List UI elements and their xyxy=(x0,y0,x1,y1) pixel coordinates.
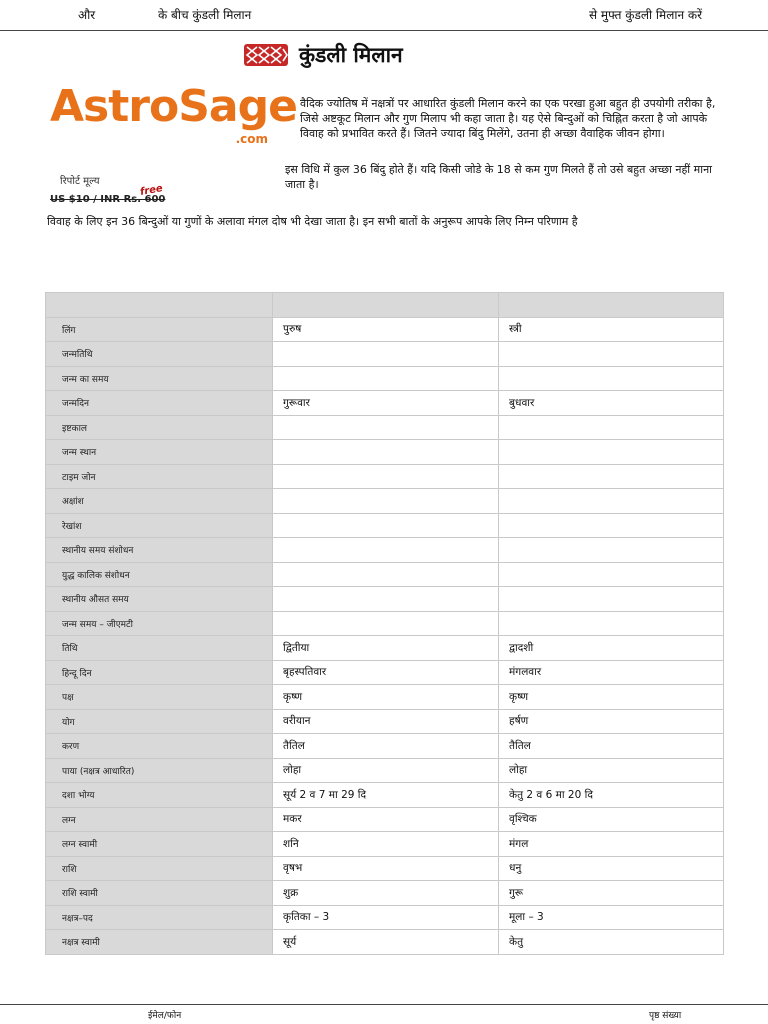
table-row xyxy=(46,758,724,783)
table-header-cell xyxy=(46,293,273,318)
female-value: केतु xyxy=(499,930,724,955)
table-row xyxy=(46,562,724,587)
row-label: पाया (नक्षत्र आधारित) xyxy=(46,758,273,783)
male-value xyxy=(273,489,499,514)
female-value: मंगल xyxy=(499,832,724,857)
female-value: लोहा xyxy=(499,758,724,783)
female-value xyxy=(499,562,724,587)
female-value xyxy=(499,415,724,440)
table-row xyxy=(46,391,724,416)
male-value: कृतिका – 3 xyxy=(273,905,499,930)
row-label: रेखांश xyxy=(46,513,273,538)
page-title: कुंडली मिलान xyxy=(299,43,403,67)
table-row xyxy=(46,317,724,342)
row-label: स्थानीय औसत समय xyxy=(46,587,273,612)
female-value: हर्षण xyxy=(499,709,724,734)
row-label: योग xyxy=(46,709,273,734)
row-label: पक्ष xyxy=(46,685,273,710)
header-text-free-matching: से मुफ्त कुंडली मिलान करें xyxy=(589,8,703,22)
table-row xyxy=(46,783,724,808)
female-value xyxy=(499,440,724,465)
header-text-between: के बीच कुंडली मिलान xyxy=(158,8,252,22)
table-row xyxy=(46,832,724,857)
female-value: मूला – 3 xyxy=(499,905,724,930)
row-label: स्थानीय समय संशोधन xyxy=(46,538,273,563)
female-value: कृष्ण xyxy=(499,685,724,710)
intro-paragraph-1: वैदिक ज्योतिष में नक्षत्रों पर आधारित कुंडली मिलान करने का एक परखा हुआ बहुत ही उपयोगी तरीका है, जिसे अष्टकूट मिलान और गुण मिलाप भी कहा जाता है। यह ऐसे बिन्दुओं को चिह्नित करता है जो आपके विवाह को प्रभावित करते हैं। जितने ज्यादा बिंदु मिलेंगे, उतना ही अच्छा वैवाहिक जीवन होगा। xyxy=(300,97,716,140)
table-row xyxy=(46,538,724,563)
male-value: कृष्ण xyxy=(273,685,499,710)
female-value xyxy=(499,538,724,563)
female-value: केतु 2 व 6 मा 20 दि xyxy=(499,783,724,808)
female-value: मंगलवार xyxy=(499,660,724,685)
male-value xyxy=(273,538,499,563)
female-value: गुरू xyxy=(499,881,724,906)
male-value: लोहा xyxy=(273,758,499,783)
female-value xyxy=(499,513,724,538)
row-label: जन्म समय – जीएमटी xyxy=(46,611,273,636)
male-value xyxy=(273,342,499,367)
male-value xyxy=(273,464,499,489)
table-row xyxy=(46,611,724,636)
table-row xyxy=(46,881,724,906)
female-value: धनु xyxy=(499,856,724,881)
footer-divider xyxy=(0,1004,768,1005)
row-label: नक्षत्र स्वामी xyxy=(46,930,273,955)
row-label: राशि xyxy=(46,856,273,881)
male-value: गुरूवार xyxy=(273,391,499,416)
row-label: जन्म का समय xyxy=(46,366,273,391)
male-value xyxy=(273,611,499,636)
male-value xyxy=(273,587,499,612)
intro-paragraph-3: विवाह के लिए इन 36 बिन्दुओं या गुणों के अलावा मंगल दोष भी देखा जाता है। इन सभी बातों के अनुरूप आपके लिए निम्न परिणाम है xyxy=(47,215,578,228)
row-label: जन्मदिन xyxy=(46,391,273,416)
row-label: लिंग xyxy=(46,317,273,342)
intro-paragraph-2: इस विधि में कुल 36 बिंदु होते हैं। यदि किसी जोडे के 18 से कम गुण मिलते हैं तो उसे बहुत अच्छा नहीं माना जाता है। xyxy=(285,163,713,191)
female-value xyxy=(499,489,724,514)
male-value: सूर्य 2 व 7 मा 29 दि xyxy=(273,783,499,808)
row-label: टाइम जोन xyxy=(46,464,273,489)
kundli-logo-icon xyxy=(243,43,289,67)
female-value xyxy=(499,464,724,489)
table-row xyxy=(46,464,724,489)
female-value: द्वादशी xyxy=(499,636,724,661)
row-label: अक्षांश xyxy=(46,489,273,514)
table-row xyxy=(46,856,724,881)
table-row xyxy=(46,415,724,440)
table-row xyxy=(46,905,724,930)
row-label: जन्म स्थान xyxy=(46,440,273,465)
table-row xyxy=(46,636,724,661)
female-value: वृश्चिक xyxy=(499,807,724,832)
male-value: तैतिल xyxy=(273,734,499,759)
table-row xyxy=(46,807,724,832)
table-row xyxy=(46,660,724,685)
male-value: वरीयान xyxy=(273,709,499,734)
row-label: युद्ध कालिक संशोधन xyxy=(46,562,273,587)
row-label: हिन्दू दिन xyxy=(46,660,273,685)
row-label: लग्न xyxy=(46,807,273,832)
table-row xyxy=(46,685,724,710)
footer-page-number: पृष्ठ संख्या xyxy=(649,1011,682,1021)
report-price-old: US $10 / INR Rs. 600 xyxy=(50,194,166,205)
table-header-cell xyxy=(499,293,724,318)
female-value xyxy=(499,611,724,636)
report-price-free: free xyxy=(139,183,164,198)
table-row xyxy=(46,440,724,465)
table-row xyxy=(46,489,724,514)
footer-email-phone: ईमेल/फोन xyxy=(148,1011,182,1021)
male-value: सूर्य xyxy=(273,930,499,955)
table-row xyxy=(46,366,724,391)
male-value: वृषभ xyxy=(273,856,499,881)
row-label: दशा भोग्य xyxy=(46,783,273,808)
female-value: तैतिल xyxy=(499,734,724,759)
male-value: शुक्र xyxy=(273,881,499,906)
table-row xyxy=(46,930,724,955)
report-title xyxy=(243,40,403,70)
male-value xyxy=(273,440,499,465)
row-label: लग्न स्वामी xyxy=(46,832,273,857)
row-label: तिथि xyxy=(46,636,273,661)
header-text-and: और xyxy=(78,8,96,22)
table-row xyxy=(46,734,724,759)
table-row xyxy=(46,342,724,367)
table-row xyxy=(46,709,724,734)
female-value: बुधवार xyxy=(499,391,724,416)
female-value xyxy=(499,366,724,391)
table-header-row xyxy=(46,293,724,318)
female-value xyxy=(499,342,724,367)
male-value: शनि xyxy=(273,832,499,857)
table-header-cell xyxy=(273,293,499,318)
brand-domain: .com xyxy=(235,132,268,146)
brand-name: AstroSage xyxy=(50,81,297,132)
page-header xyxy=(0,0,768,31)
row-label: करण xyxy=(46,734,273,759)
row-label: नक्षत्र–पद xyxy=(46,905,273,930)
female-value xyxy=(499,587,724,612)
male-value: मकर xyxy=(273,807,499,832)
male-value: द्वितीया xyxy=(273,636,499,661)
male-value xyxy=(273,366,499,391)
male-value: बृहस्पतिवार xyxy=(273,660,499,685)
male-value xyxy=(273,415,499,440)
row-label: राशि स्वामी xyxy=(46,881,273,906)
female-value: स्त्री xyxy=(499,317,724,342)
report-price-label: रिपोर्ट मूल्य xyxy=(60,176,100,187)
astrosage-logo xyxy=(50,81,297,154)
row-label: इष्टकाल xyxy=(46,415,273,440)
row-label: जन्मतिथि xyxy=(46,342,273,367)
male-value: पुरुष xyxy=(273,317,499,342)
male-value xyxy=(273,513,499,538)
male-value xyxy=(273,562,499,587)
table-row xyxy=(46,587,724,612)
table-row xyxy=(46,513,724,538)
birth-details-table xyxy=(45,292,724,955)
